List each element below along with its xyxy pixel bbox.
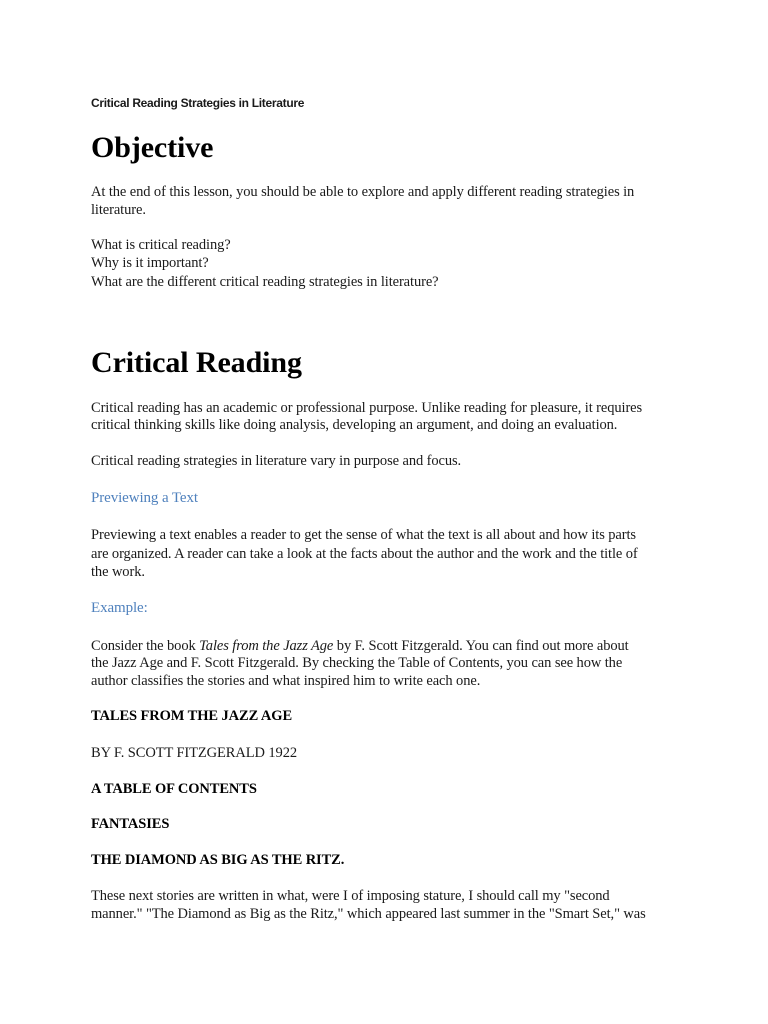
question-item: What are the different critical reading strategies in literature?	[91, 274, 439, 290]
text: Consider the book	[91, 638, 200, 654]
paragraph-line: Critical reading strategies in literature vary in purpose and focus.	[91, 453, 462, 469]
excerpt-section: FANTASIES	[91, 816, 170, 832]
excerpt-toc-heading: A TABLE OF CONTENTS	[91, 781, 257, 797]
paragraph-line: critical thinking skills like doing analysis, developing an argument, and doing an evaluation.	[91, 417, 618, 433]
excerpt-title: TALES FROM THE JAZZ AGE	[91, 708, 293, 724]
book-title: Tales from the Jazz Age	[199, 638, 334, 654]
paragraph-line: the work.	[91, 564, 145, 580]
question-item: What is critical reading?	[91, 237, 231, 253]
document-title: Critical Reading Strategies in Literature	[91, 96, 305, 110]
heading-previewing-a-text: Previewing a Text	[91, 490, 198, 506]
heading-objective: Objective	[91, 131, 214, 164]
excerpt-text-line: manner." "The Diamond as Big as the Ritz," which appeared last summer in the "Smart Set," was	[91, 906, 646, 922]
text: by F. Scott Fitzgerald. You can find out more about	[333, 638, 629, 654]
excerpt-story-title: THE DIAMOND AS BIG AS THE RITZ.	[91, 852, 345, 868]
example-paragraph-line: the Jazz Age and F. Scott Fitzgerald. By checking the Table of Contents, you can see how the	[91, 655, 623, 671]
example-paragraph-line: author classifies the stories and what inspired him to write each one.	[91, 673, 481, 689]
example-paragraph-line	[91, 637, 629, 655]
objective-intro-line: At the end of this lesson, you should be able to explore and apply different reading strategies in	[91, 184, 635, 200]
question-item: Why is it important?	[91, 255, 209, 271]
heading-example: Example:	[91, 600, 148, 616]
excerpt-byline: BY F. SCOTT FITZGERALD 1922	[91, 745, 297, 761]
paragraph-line: Critical reading has an academic or professional purpose. Unlike reading for pleasure, it requires	[91, 400, 643, 416]
paragraph-line: are organized. A reader can take a look at the facts about the author and the work and the title of	[91, 546, 638, 562]
objective-intro-line: literature.	[91, 202, 146, 218]
heading-critical-reading: Critical Reading	[91, 346, 302, 379]
paragraph-line: Previewing a text enables a reader to get the sense of what the text is all about and how its parts	[91, 527, 636, 543]
excerpt-text-line: These next stories are written in what, were I of imposing stature, I should call my "second	[91, 888, 610, 904]
